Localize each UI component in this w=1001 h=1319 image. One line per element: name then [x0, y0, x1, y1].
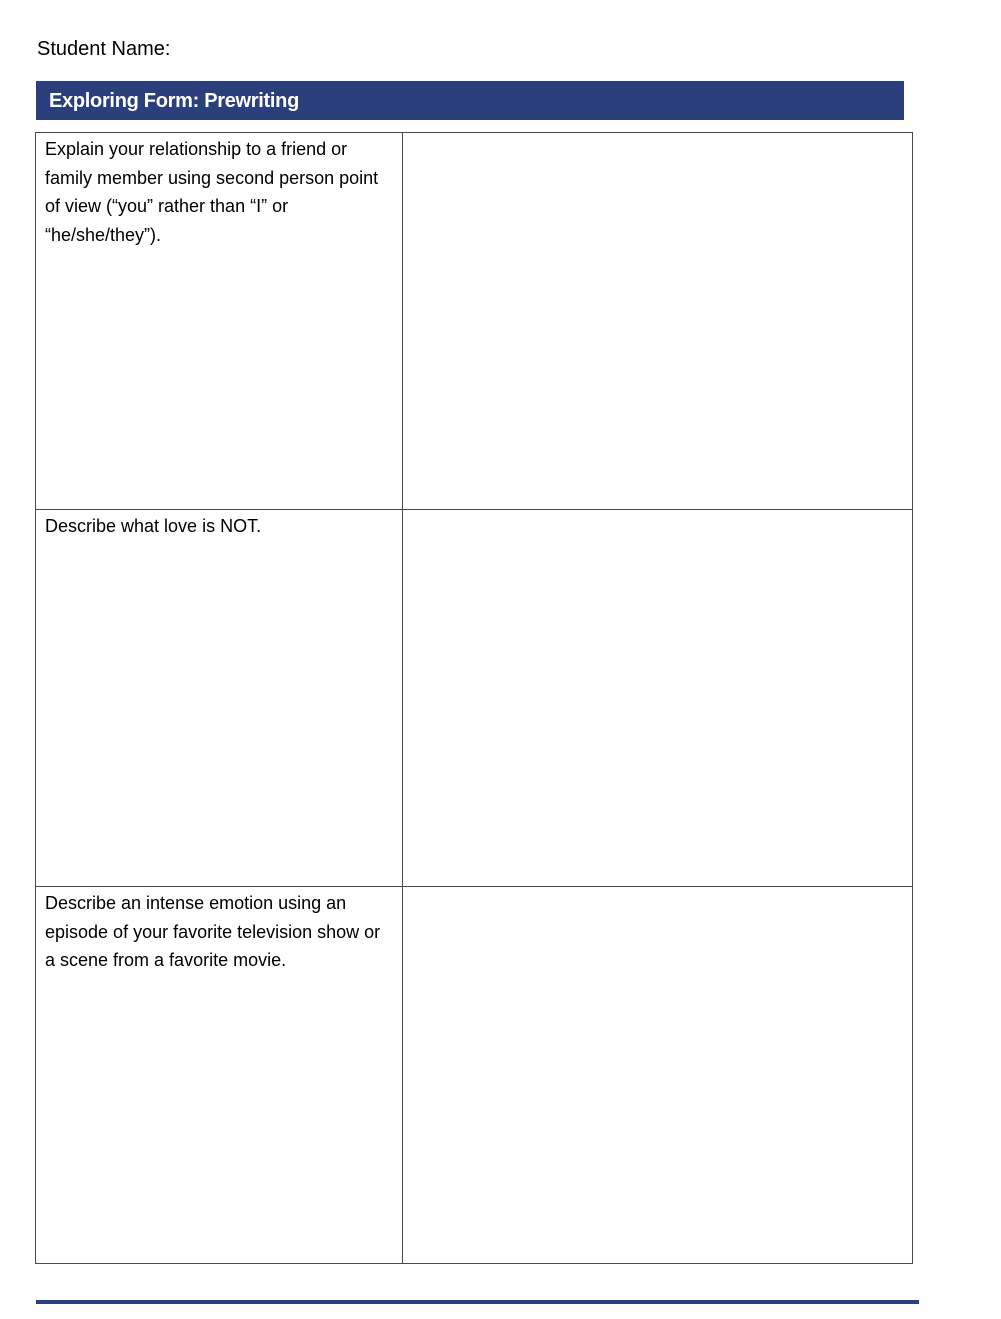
prompt-text-1: Explain your relationship to a friend or family member using second person point of view (“you” rather than “I” or “he/she/they”).	[45, 139, 379, 245]
response-area-3[interactable]	[403, 887, 913, 1264]
response-area-1[interactable]	[403, 133, 913, 510]
table-row	[36, 887, 913, 1264]
prewriting-table	[35, 132, 913, 1264]
table-row	[36, 133, 913, 510]
section-title: Exploring Form: Prewriting	[49, 90, 299, 112]
prompt-cell-2	[36, 510, 403, 887]
prompt-text-3: Describe an intense emotion using an episode of your favorite television show or a scene from a favorite movie.	[45, 893, 381, 970]
response-area-2[interactable]	[403, 510, 913, 887]
prompt-text-2: Describe what love is NOT.	[45, 516, 262, 536]
student-name-label: Student Name:	[37, 38, 171, 60]
prompt-cell-1	[36, 133, 403, 510]
table-row	[36, 510, 913, 887]
section-title-bar	[36, 81, 904, 120]
prompt-cell-3	[36, 887, 403, 1264]
footer-divider	[36, 1300, 919, 1304]
